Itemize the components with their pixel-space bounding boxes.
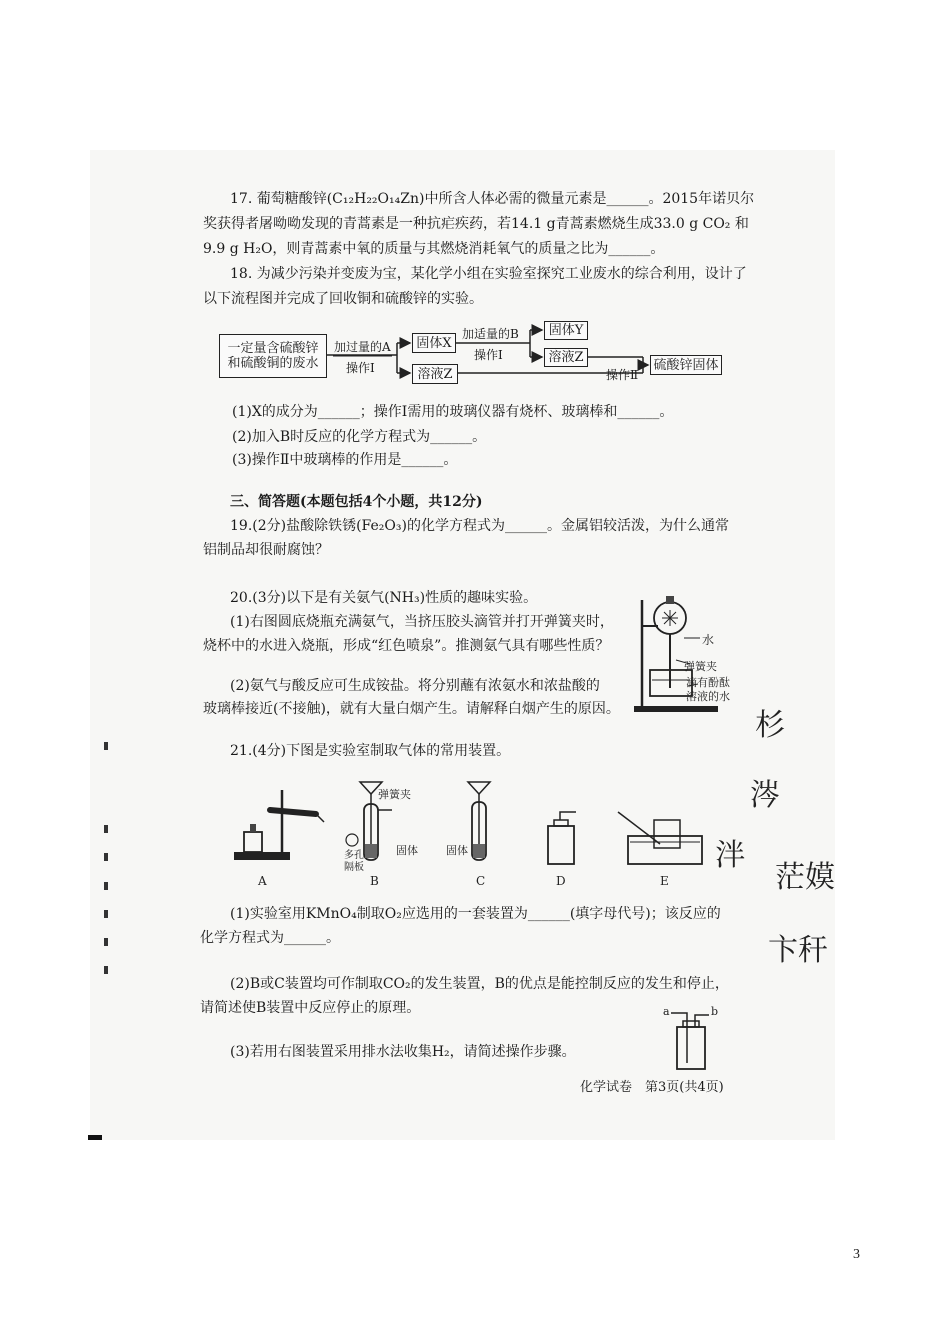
margin-mark: [104, 853, 108, 861]
handwriting-4: 茫嫫: [775, 860, 835, 895]
q21-sub2b: 请简述使B装置中反应停止的原理。: [200, 1000, 421, 1016]
flow-start-box: [219, 334, 327, 378]
q17-line3: 9.9 g H₂O，则青蒿素中氧的质量与其燃烧消耗氧气的质量之比为______。: [203, 241, 665, 257]
bottle-label-a: a: [663, 1005, 670, 1018]
flow-add-a: 加过量的A: [334, 340, 391, 354]
q20-line5: 玻璃棒接近(不接触)，就有大量白烟产生。请解释白烟产生的原因。: [203, 701, 620, 717]
bottle-label-b: b: [711, 1005, 719, 1018]
q21-sub1a: (1)实验室用KMnO₄制取O₂应选用的一套装置为______(填字母代号)；该反应的: [230, 906, 721, 922]
margin-mark: [104, 910, 108, 918]
apparatus-a-label: A: [258, 874, 267, 888]
q18-sub2: (2)加入B时反应的化学方程式为______。: [232, 429, 487, 445]
fig-label-water: 水: [702, 633, 715, 647]
apparatus-e-label: E: [660, 874, 669, 888]
apparatus-d: [548, 812, 576, 888]
q18-sub1: (1)X的成分为______；操作Ⅰ需用的玻璃仪器有烧杯、玻璃棒和______。: [232, 404, 674, 420]
flow-start-line1: 一定量含硫酸锌: [227, 341, 319, 356]
q18-sub3: (3)操作Ⅱ中玻璃棒的作用是______。: [232, 452, 458, 468]
apparatus-a: [234, 790, 324, 888]
flow-start-line2: 和硫酸铜的废水: [227, 356, 319, 371]
fig-label-liquid1: 滴有酚酞: [686, 676, 730, 689]
flow-op1b: 操作Ⅰ: [474, 348, 503, 362]
page-number: 3: [853, 1247, 860, 1262]
flow-solid-x: 固体X: [412, 333, 456, 353]
apparatus-c-solid-label: 固体: [446, 844, 468, 857]
margin-mark: [104, 938, 108, 946]
gas-apparatus-figure: [220, 770, 720, 895]
apparatus-d-label: D: [556, 874, 566, 888]
fig-label-liquid2: 溶液的水: [686, 690, 730, 703]
handwriting-1: 杉: [755, 708, 785, 743]
apparatus-c: [446, 782, 490, 888]
apparatus-b-plate-label1: 多孔: [344, 850, 364, 861]
margin-bar-mark: [88, 1135, 102, 1140]
flow-solution-z2: 溶液Z: [544, 348, 588, 367]
flow-solid-y: 固体Y: [544, 321, 588, 340]
q21-line1: 21.(4分)下图是实验室制取气体的常用装置。: [230, 743, 511, 759]
handwriting-5: 卞秆: [768, 933, 828, 968]
section3-heading: 三、简答题(本题包括4个小题，共12分): [230, 494, 483, 510]
q20-line2: (1)右图圆底烧瓶充满氨气，当挤压胶头滴管并打开弹簧夹时，: [230, 614, 614, 630]
q20-line1: 20.(3分)以下是有关氨气(NH₃)性质的趣味实验。: [230, 590, 538, 606]
q19-line1: 19.(2分)盐酸除铁锈(Fe₂O₃)的化学方程式为______。金属铝较活泼，为什么通常: [230, 518, 729, 534]
margin-mark: [104, 882, 108, 890]
handwriting-2: 涔: [750, 778, 780, 813]
apparatus-b: [344, 782, 418, 888]
q21-sub1b: 化学方程式为______。: [200, 930, 340, 946]
apparatus-e: [618, 812, 702, 888]
q18-line2: 以下流程图并完成了回收铜和硫酸锌的实验。: [203, 291, 483, 307]
fountain-apparatus-figure: [628, 588, 763, 718]
collection-bottle-figure: [655, 1003, 725, 1073]
q17-line1: 17. 葡萄糖酸锌(C₁₂H₂₂O₁₄Zn)中所含人体必需的微量元素是______。2015年诺贝尔: [230, 191, 755, 207]
q21-sub3: (3)若用右图装置采用排水法收集H₂，请简述操作步骤。: [230, 1044, 576, 1060]
q18-line1: 18. 为减少污染并变废为宝，某化学小组在实验室探究工业废水的综合利用，设计了: [230, 266, 747, 282]
apparatus-b-solid-label: 固体: [396, 844, 418, 857]
margin-mark: [104, 742, 108, 750]
flow-solution-z1: 溶液Z: [412, 364, 458, 384]
handwriting-3: 泮: [715, 838, 745, 873]
apparatus-b-label: B: [370, 874, 379, 888]
q20-line3: 烧杯中的水进入烧瓶，形成“红色喷泉”。推测氨气具有哪些性质？: [203, 638, 610, 654]
flow-op1a: 操作Ⅰ: [346, 361, 375, 375]
apparatus-b-clip-label: 弹簧夹: [378, 788, 411, 801]
q17-line2: 奖获得者屠呦呦发现的青蒿素是一种抗疟疾药，若14.1 g青蒿素燃烧生成33.0 g CO₂ 和: [203, 216, 749, 232]
page-footer: 化学试卷 第3页(共4页): [580, 1080, 724, 1095]
q19-line2: 铝制品却很耐腐蚀？: [203, 542, 329, 558]
margin-mark: [104, 966, 108, 974]
flow-add-b: 加适量的B: [462, 327, 519, 341]
q21-sub2a: (2)B或C装置均可作制取CO₂的发生装置，B的优点是能控制反应的发生和停止，: [230, 976, 729, 992]
flow-op2: 操作Ⅱ: [606, 368, 639, 382]
fig-label-clip: 弹簧夹: [684, 660, 717, 673]
q20-line4: (2)氨气与酸反应可生成铵盐。将分别蘸有浓氨水和浓盐酸的: [230, 678, 600, 694]
apparatus-c-label: C: [476, 874, 486, 888]
apparatus-b-plate-label2: 隔板: [344, 862, 364, 873]
flow-product: 硫酸锌固体: [650, 355, 722, 375]
margin-mark: [104, 825, 108, 833]
